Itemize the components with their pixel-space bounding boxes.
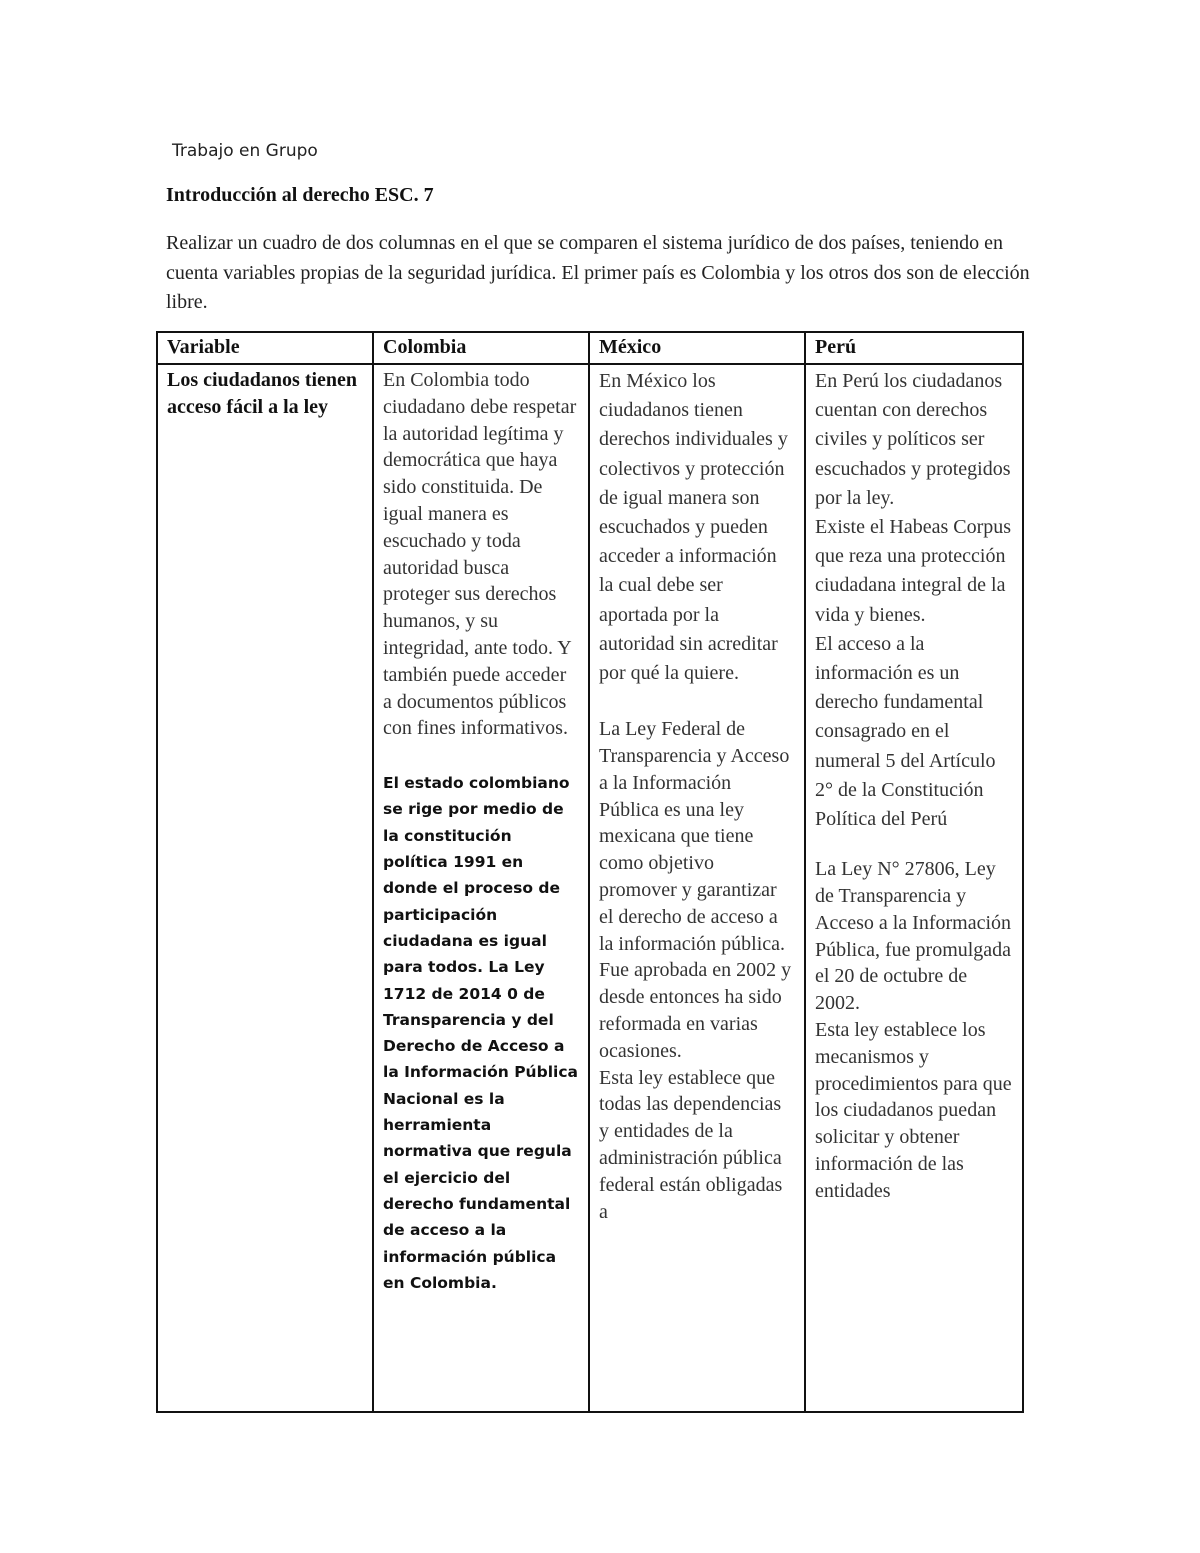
header-mexico: México: [589, 332, 805, 364]
spacer: [599, 688, 795, 716]
spacer: [383, 742, 579, 770]
colombia-cell: [373, 364, 589, 1412]
mexico-paragraph-3: Esta ley establece que todas las dependencias y entidades de la administración pública federal están obligadas a: [599, 1066, 783, 1223]
header-peru: Perú: [805, 332, 1023, 364]
peru-paragraph-5: Esta ley establece los mecanismos y procedimientos para que los ciudadanos puedan solicitar y obtener información de las entidades: [815, 1019, 1012, 1202]
mexico-cell: [589, 364, 805, 1412]
header-variable: Variable: [157, 332, 373, 364]
comparison-table: [156, 331, 1024, 1413]
table-row: [157, 364, 1023, 1412]
header-colombia: Colombia: [373, 332, 589, 364]
document-kicker: Trabajo en Grupo: [172, 141, 318, 161]
variable-cell: [157, 364, 373, 1412]
peru-paragraph-3: El acceso a la información es un derecho fundamental consagrado en el numeral 5 del Artículo 2° de la Constitución Política del Perú: [815, 632, 996, 831]
variable-label: Los ciudadanos tienen acceso fácil a la ley: [167, 369, 358, 418]
peru-cell: [805, 364, 1023, 1412]
document-title: Introducción al derecho ESC. 7: [166, 184, 434, 206]
mexico-paragraph-1: En México los ciudadanos tienen derechos individuales y colectivos y protección de igual manera son escuchados y pueden acceder a información la cual debe ser aportada por la autoridad sin acreditar por qué la quiere.: [599, 370, 788, 685]
mexico-paragraph-2: La Ley Federal de Transparencia y Acceso a la Información Pública es una ley mexicana que tiene como objetivo promover y garantizar el derecho de acceso a la información pública. Fue aprobada en 2002 y desde entonces ha sido reformada en varias ocasiones.: [599, 718, 792, 1062]
colombia-paragraph-2: El estado colombiano se rige por medio de la constitución política 1991 en donde el proceso de participación ciudadana es igual para todos. La Ley 1712 de 2014 0 de Transparencia y del Derecho de Acceso a la Información Pública Nacional es la herramienta normativa que regula el ejercicio del derecho fundamental de acceso a la información pública en Colombia.: [383, 774, 578, 1292]
peru-paragraph-2: Existe el Habeas Corpus que reza una protección ciudadana integral de la vida y bienes.: [815, 516, 1012, 626]
instructions-paragraph: Realizar un cuadro de dos columnas en el que se comparen el sistema jurídico de dos países, teniendo en cuenta variables propias de la seguridad jurídica. El primer país es Colombia y los otros dos son de elección libre.: [166, 232, 1030, 313]
spacer: [815, 834, 1013, 856]
colombia-paragraph-1: En Colombia todo ciudadano debe respetar la autoridad legítima y democrática que haya sido constituida. De igual manera es escuchado y toda autoridad busca proteger sus derechos humanos, y su integridad, ante todo. Y también puede acceder a documentos públicos con fines informativos.: [383, 369, 577, 740]
table-header-row: [157, 332, 1023, 364]
peru-paragraph-4: La Ley N° 27806, Ley de Transparencia y Acceso a la Información Pública, fue promulgada el 20 de octubre de 2002.: [815, 858, 1012, 1015]
peru-paragraph-1: En Perú los ciudadanos cuentan con derechos civiles y políticos ser escuchados y protegidos por la ley.: [815, 370, 1011, 509]
